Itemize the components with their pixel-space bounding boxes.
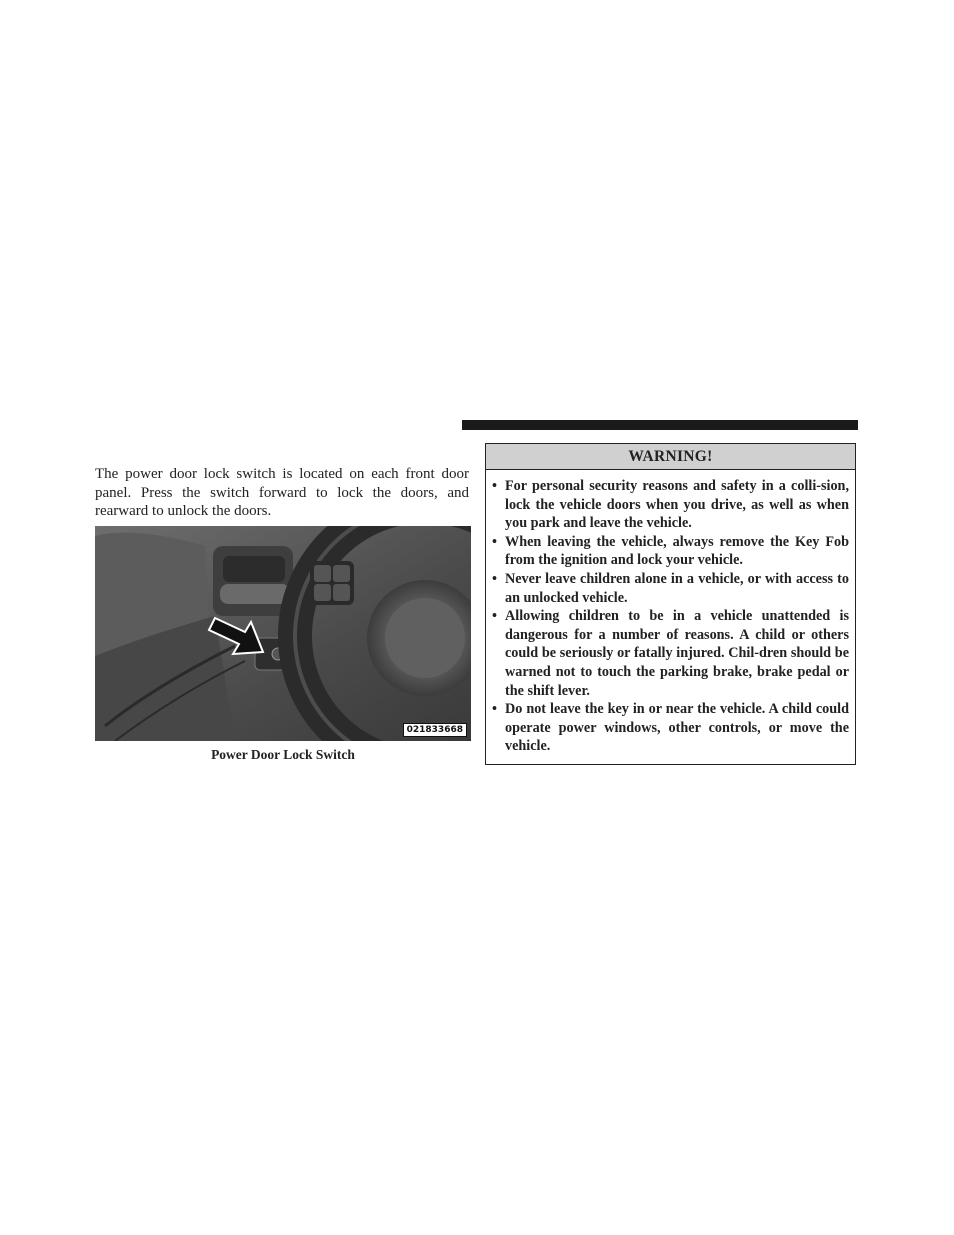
bullet-icon: • [492,701,497,718]
warning-item-text: Allowing children to be in a vehicle unattended is dangerous for a number of reasons. A child or others could be seriously or fatally injured. Chil-dren should be warned not to touch the parking brake, brake pedal or the shift lever. [505,608,849,699]
bullet-icon: • [492,608,497,625]
door-panel-illustration [95,526,471,741]
warning-item [492,700,849,756]
warning-item-text: Do not leave the key in or near the vehicle. A child could operate power windows, other controls, or move the vehicle. [505,701,849,755]
warning-item [492,477,849,533]
warning-item-text: For personal security reasons and safety in a colli-sion, lock the vehicle doors when you drive, as well as when you park and leave the vehicle. [505,478,849,532]
warning-list [486,470,855,756]
warning-item-text: Never leave children alone in a vehicle, or with access to an unlocked vehicle. [505,570,849,606]
warning-item [492,570,849,607]
warning-heading: WARNING! [486,444,855,470]
warning-item-text: When leaving the vehicle, always remove the Key Fob from the ignition and lock your vehicle. [505,533,849,569]
intro-paragraph: The power door lock switch is located on each front door panel. Press the switch forward to lock the doors, and rearward to unlock the doors. [95,466,469,519]
section-rule [462,420,858,430]
warning-item [492,533,849,570]
bullet-icon: • [492,570,497,587]
door-lock-switch-photo [95,526,471,741]
warning-box [485,443,856,765]
bullet-icon: • [492,478,497,494]
figure-caption: Power Door Lock Switch [211,747,355,762]
figure-id-label: 021833668 [403,723,467,737]
bullet-icon: • [492,533,497,550]
warning-item [492,607,849,700]
